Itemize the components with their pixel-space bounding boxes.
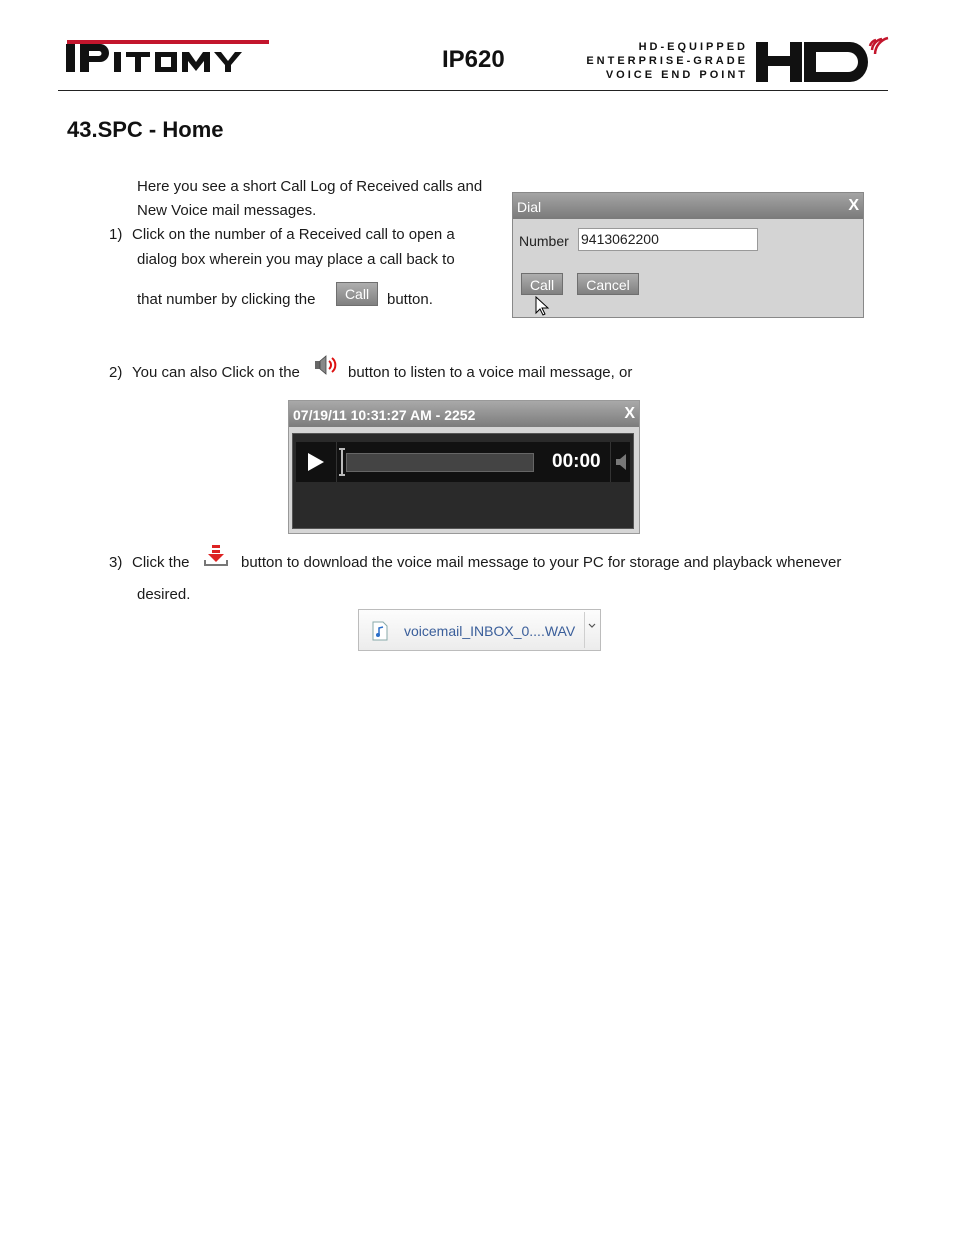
number-input[interactable]: 9413062200 (578, 228, 758, 251)
volume-icon[interactable] (616, 454, 628, 470)
inline-call-button[interactable]: Call (336, 282, 378, 306)
download-icon[interactable] (203, 544, 229, 568)
number-label: Number (519, 233, 569, 249)
header-divider (58, 90, 888, 91)
call-button[interactable]: Call (521, 273, 563, 295)
model-title: IP620 (442, 46, 505, 73)
audio-file-icon (372, 621, 388, 641)
step1-line: that number by clicking the (137, 291, 316, 308)
play-icon[interactable] (306, 452, 326, 472)
dial-dialog (512, 192, 864, 318)
voicemail-player-dialog (288, 400, 640, 534)
dial-titlebar (513, 193, 863, 219)
tagline-line: VOICE END POINT (605, 69, 748, 81)
step3-line: desired. (137, 586, 191, 603)
tagline (574, 40, 748, 82)
hd-logo (754, 32, 892, 84)
ipitomy-logo (66, 42, 270, 74)
seek-bar[interactable] (346, 453, 534, 472)
player-body (292, 433, 634, 529)
player-controls (296, 442, 630, 482)
download-file-item[interactable] (358, 609, 601, 651)
chevron-down-icon[interactable] (588, 623, 596, 629)
dial-title: Dial (517, 199, 542, 215)
step-number: 3) (109, 554, 123, 571)
intro-line: New Voice mail messages. (137, 202, 317, 219)
player-titlebar (289, 401, 639, 427)
intro-line: Here you see a short Call Log of Received calls and (137, 178, 483, 195)
step3-line: Click the (132, 554, 190, 571)
time-display: 00:00 (552, 451, 601, 472)
step-number: 1) (109, 226, 123, 243)
tagline-line: ENTERPRISE-GRADE (586, 55, 748, 67)
player-title: 07/19/11 10:31:27 AM - 2252 (293, 407, 476, 423)
close-icon[interactable]: X (848, 197, 859, 214)
seek-handle-icon[interactable] (338, 448, 346, 476)
step2-line: You can also Click on the (132, 364, 300, 381)
cancel-button[interactable]: Cancel (577, 273, 639, 295)
cursor-arrow-icon (535, 296, 551, 316)
close-icon[interactable]: X (624, 405, 635, 422)
divider (584, 612, 585, 648)
step-number: 2) (109, 364, 123, 381)
step1-line: Click on the number of a Received call to open a (132, 226, 455, 243)
step1-line: button. (387, 291, 433, 308)
divider (610, 442, 611, 482)
step2-line: button to listen to a voice mail message, or (348, 364, 633, 381)
divider (336, 442, 337, 482)
tagline-line: HD-EQUIPPED (638, 41, 748, 53)
download-filename: voicemail_INBOX_0....WAV (404, 623, 576, 639)
step1-line: dialog box wherein you may place a call back to (137, 251, 455, 268)
step3-line: button to download the voice mail message to your PC for storage and playback whenever (241, 554, 842, 571)
section-heading: 43.SPC - Home (67, 117, 224, 142)
speaker-icon[interactable] (313, 354, 339, 376)
